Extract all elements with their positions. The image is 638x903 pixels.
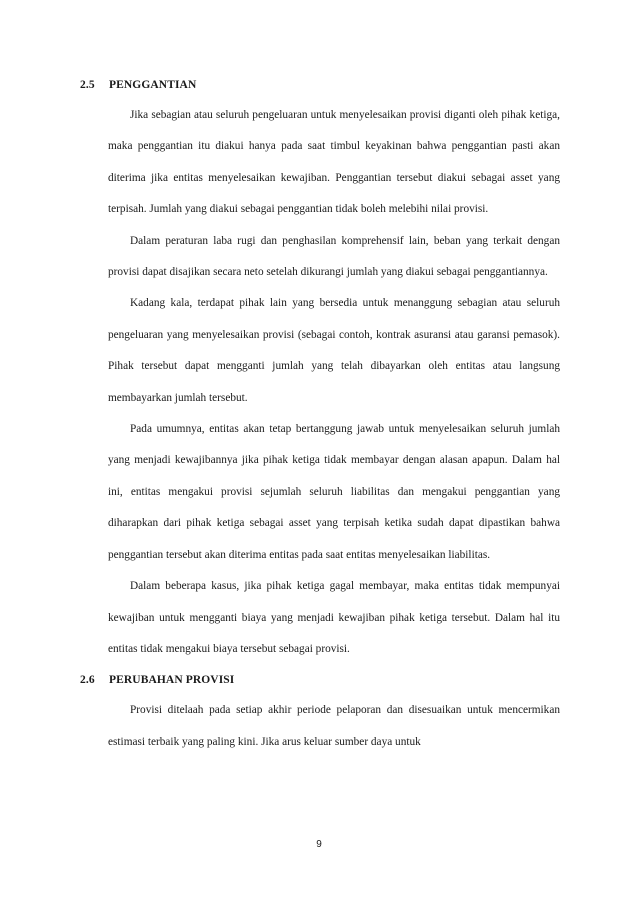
- section-number: 2.5: [80, 79, 95, 91]
- section-heading-perubahan-provisi: [80, 665, 560, 695]
- paragraph: Pada umumnya, entitas akan tetap bertanggung jawab untuk menyelesaikan seluruh jumlah yang menjadi kewajibannya jika pihak ketiga tidak membayar dengan alasan apapun. Dalam hal ini, entitas mengakui provisi sejumlah seluruh liabilitas dan mengakui penggantian yang diharapkan dari pihak ketiga sebagai asset yang terpisah ketika sudah dapat dipastikan bahwa penggantian tersebut akan diterima entitas pada saat entitas menyelesaikan liabilitas.: [108, 423, 560, 561]
- paragraph: Dalam beberapa kasus, jika pihak ketiga gagal membayar, maka entitas tidak mempunyai kewajiban untuk mengganti biaya yang menjadi kewajiban pihak ketiga tersebut. Dalam hal itu entitas tidak mengakui biaya tersebut sebagai provisi.: [108, 580, 560, 655]
- page-content: [80, 70, 560, 758]
- paragraph: Jika sebagian atau seluruh pengeluaran untuk menyelesaikan provisi diganti oleh pihak ketiga, maka penggantian itu diakui hanya pada saat timbul keyakinan bahwa penggantian pasti akan diterima jika entitas menyelesaikan kewajiban. Penggantian tersebut diakui sebagai asset yang terpisah. Jumlah yang diakui sebagai penggantian tidak boleh melebihi nilai provisi.: [108, 109, 560, 216]
- page-number: 9: [316, 839, 322, 850]
- section-title: PENGGANTIAN: [109, 79, 197, 91]
- section-heading-penggantian: [80, 70, 560, 100]
- paragraph: Kadang kala, terdapat pihak lain yang bersedia untuk menanggung sebagian atau seluruh pengeluaran yang menyelesaikan provisi (sebagai contoh, kontrak asuransi atau garansi pemasok). Pihak tersebut dapat mengganti jumlah yang telah dibayarkan oleh entitas atau langsung membayarkan jumlah tersebut.: [108, 297, 560, 404]
- paragraph: Provisi ditelaah pada setiap akhir periode pelaporan dan disesuaikan untuk mencermikan estimasi terbaik yang paling kini. Jika arus keluar sumber daya untuk: [108, 704, 560, 748]
- section-title: PERUBAHAN PROVISI: [109, 674, 235, 687]
- paragraph: Dalam peraturan laba rugi dan penghasilan komprehensif lain, beban yang terkait dengan provisi dapat disajikan secara neto setelah dikurangi jumlah yang diakui sebagai penggantiannya.: [108, 234, 560, 279]
- section-number: 2.6: [80, 674, 95, 687]
